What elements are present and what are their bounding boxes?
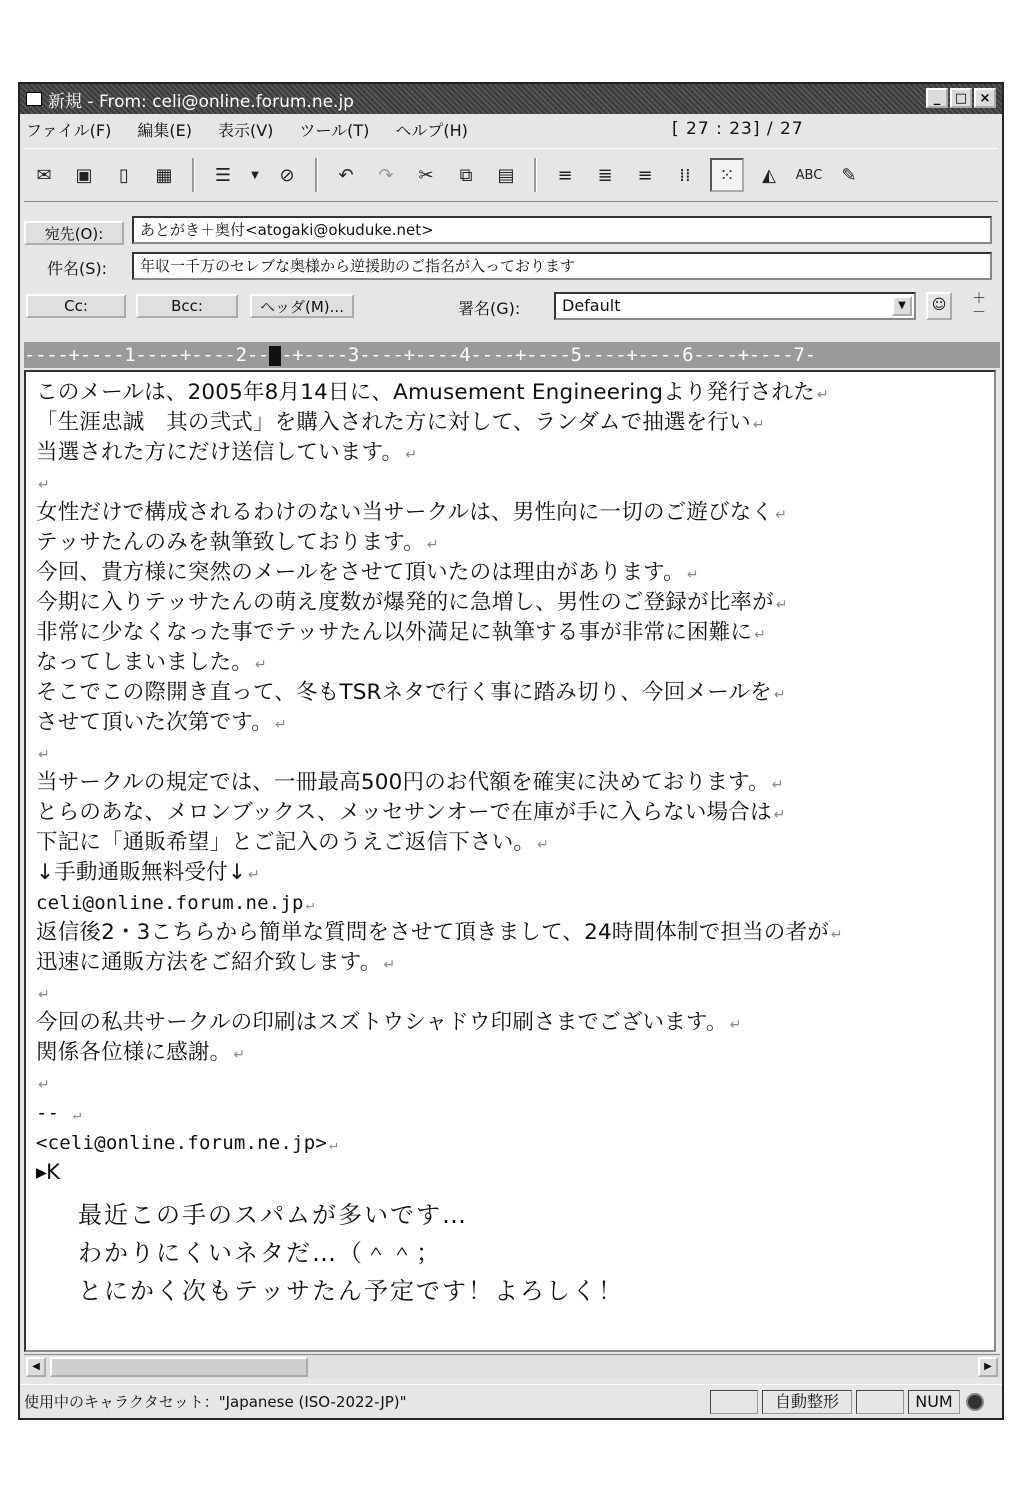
subject-label: 件名(S): [46,258,108,278]
body-line-text: 「生涯忠誠 其の弐式」を購入された方に対して、ランダムで抽選を行い [36,410,751,435]
body-line [36,1008,994,1038]
menu-tools[interactable]: ツール(T) [299,120,370,140]
paperclip-icon[interactable]: ⊘ [279,164,295,186]
return-mark-icon: ↵ [773,807,786,823]
return-mark-icon: ↵ [773,687,786,703]
subject-row [24,252,130,282]
status-panel-empty [710,1390,758,1414]
body-line-text: 当選された方にだけ送信しています。 [36,440,404,465]
bcc-button[interactable]: Bcc: [136,294,238,318]
return-mark-icon: ↵ [38,477,50,493]
toolbar-separator [315,158,318,192]
redo-icon[interactable]: ↷ [378,164,394,186]
ruler [24,342,1000,368]
body-line-text: とらのあな、メロンブックス、メッセサンオーで在庫が手に入らない場合は [36,800,772,825]
body-line-text: テッサたんのみを執筆致しております。 [36,530,425,555]
window-title: 新規 - From: celi@online.forum.ne.jp [48,91,354,112]
body-line-text: そこでこの際開き直って、冬もTSRネタで行く事に踏み切り、今回メールを [36,680,772,705]
return-mark-icon: ↵ [72,1107,82,1123]
title-bar[interactable] [20,84,1002,114]
body-line-text: させて頂いた次第です。 [36,710,273,735]
menu-file[interactable]: ファイル(F) [26,120,112,140]
toolbar-separator [192,158,195,192]
return-mark-icon: ↵ [426,537,439,553]
minimize-button[interactable]: _ [926,88,948,108]
body-lines [36,378,994,1158]
body-line [36,918,994,948]
note-line: とにかく次もテッサたん予定です！よろしく！ [78,1277,624,1305]
align-center-icon[interactable]: ≡ [557,164,573,186]
compose-window [18,82,1004,1420]
ruler-cursor [269,346,281,366]
signature-value: Default [562,296,621,315]
menu-help[interactable]: ヘルプ(H) [395,120,468,140]
body-line-text: 今回、貴方様に突然のメールをさせて頂いたのは理由があります。 [36,560,685,585]
return-mark-icon: ↵ [817,387,829,403]
return-mark-icon: ↵ [328,1137,338,1153]
signature-select[interactable] [554,292,916,320]
status-bar [20,1384,1002,1418]
menu-view[interactable]: 表示(V) [217,120,274,140]
body-line [36,1128,994,1158]
body-line [36,528,994,558]
body-line [36,948,994,978]
return-mark-icon: ↵ [233,1047,246,1063]
body-line-text: なってしまいました。 [36,650,254,675]
header-button[interactable]: ヘッダ(M)... [250,294,354,318]
chevron-down-icon[interactable]: ▼ [892,296,912,316]
to-field[interactable]: あとがき＋奥付<atogaki@okuduke.net> [132,216,992,244]
return-mark-icon: ↵ [830,927,843,943]
scroll-left-icon[interactable]: ◀ [26,1357,46,1377]
body-line-text: 今回の私共サークルの印刷はスズトウシャドウ印刷さまでございます。 [36,1010,728,1035]
body-line-text: このメールは、2005年8月14日に、Amusement Engineeringより発行された [36,380,815,405]
return-mark-icon: ↵ [771,777,784,793]
menu-edit[interactable]: 編集(E) [137,120,192,140]
maximize-button[interactable]: □ [950,88,972,108]
spin-icon[interactable]: ＋ － [972,291,986,321]
cursor-text: K [46,1160,61,1185]
message-body[interactable] [24,370,996,1352]
page-icon[interactable]: ▯ [119,164,129,186]
mail-app-icon [26,92,42,106]
align-right-icon[interactable]: ≡ [637,164,653,186]
body-line-text: 関係各位様に感謝。 [36,1040,232,1065]
body-line [36,558,994,588]
body-line-text: 今期に入りテッサたんの萌え度数が爆発的に急増し、男性のご登録が比率が [36,590,774,615]
body-line [36,1038,994,1068]
return-mark-icon: ↵ [248,867,260,883]
return-mark-icon: ↵ [383,957,396,973]
body-line [36,828,994,858]
num-status: NUM [908,1390,960,1414]
return-mark-icon: ↵ [729,1017,742,1033]
body-line [36,708,994,738]
body-line [36,798,994,828]
return-mark-icon: ↵ [537,837,550,853]
body-line-text: 非常に少なくなった事でテッサたん以外満足に執筆する事が非常に困難に [36,620,753,645]
ruler-left: ----+----1----+----2-- [24,344,270,366]
body-line-text: 女性だけで構成されるわけのない当サークルは、男性向に一切のご遊びなく [36,500,774,525]
toolbar-separator [534,158,537,192]
return-mark-icon: ↵ [38,987,50,1003]
body-line [36,438,994,468]
body-line [36,858,994,888]
attach-card-icon[interactable]: ▣ [75,164,93,186]
envelope-icon[interactable]: ✉ [36,164,52,186]
table-icon[interactable]: ▦ [155,164,173,186]
spellcheck-icon[interactable]: ABC [795,167,823,183]
wrap-icon[interactable]: ⁙ [710,158,744,192]
return-mark-icon: ↵ [38,747,50,763]
subject-field[interactable]: 年収一千万のセレブな奥様から逆援助のご指名が入っております [132,252,992,280]
grid-icon[interactable]: ⁞⁞ [679,164,691,186]
body-line [36,498,994,528]
body-line-text: 当サークルの規定では、一冊最高500円のお代額を確実に決めております。 [36,770,770,795]
note-line: わかりにくいネタだ…（＾＾； [78,1239,442,1267]
body-line [36,678,994,708]
body-line [36,588,994,618]
body-line [36,978,994,1008]
cc-button[interactable]: Cc: [26,294,126,318]
cut-icon[interactable]: ✂ [418,164,434,186]
body-line [36,648,994,678]
copy-icon[interactable]: ⧉ [459,164,473,186]
return-mark-icon: ↵ [686,567,699,583]
smiley-icon[interactable]: ☺ [926,292,952,320]
status-panel-empty [856,1390,904,1414]
return-mark-icon: ↵ [754,627,767,643]
body-line-text: -- [36,1102,71,1124]
close-button[interactable]: × [974,88,996,108]
body-line-text: celi@online.forum.ne.jp [36,892,304,914]
body-line [36,408,994,438]
scroll-right-icon[interactable]: ▶ [978,1357,998,1377]
align-left-icon[interactable]: ≣ [597,164,613,186]
to-button[interactable]: 宛先(O): [24,221,124,245]
body-line-text: 迅速に通販方法をご紹介致します。 [36,950,382,975]
to-row [24,218,124,248]
body-line [36,378,994,408]
return-mark-icon: ↵ [305,897,315,913]
autoformat-status: 自動整形 [762,1390,852,1414]
return-mark-icon: ↵ [752,417,765,433]
note-line: 最近この手のスパムが多いです… [78,1201,468,1229]
body-line-text: ↓手動通販無料受付↓ [36,860,247,885]
hat-icon[interactable]: ◭ [762,164,776,186]
caret-marker-icon: ▸ [36,1160,47,1185]
horizontal-scrollbar[interactable] [24,1354,1000,1378]
edit-icon[interactable]: ✎ [841,164,857,186]
toolbar [24,148,998,202]
body-line-text: 返信後2・3こちらから簡単な質問をさせて頂きまして、24時間体制で担当の者が [36,920,829,945]
body-line [36,1068,994,1098]
charset-status: 使用中のキャラクタセット："Japanese (ISO-2022-JP)" [24,1393,407,1411]
return-mark-icon: ↵ [775,597,788,613]
return-mark-icon: ↵ [775,507,788,523]
body-line [36,468,994,498]
undo-icon[interactable]: ↶ [338,164,354,186]
signature-label: 署名(G): [458,299,521,318]
body-line-text: <celi@online.forum.ne.jp> [36,1132,327,1154]
body-line [36,738,994,768]
body-line [36,888,994,918]
body-line [36,768,994,798]
return-mark-icon: ↵ [274,717,287,733]
body-line [36,1098,994,1128]
body-line [36,618,994,648]
cursor-line [36,1158,994,1188]
cursor-position: [ 27 : 23] / 27 [672,119,804,139]
return-mark-icon: ↵ [38,1077,50,1093]
return-mark-icon: ↵ [255,657,267,673]
body-line-text: 下記に「通販希望」とご記入のうえご返信下さい。 [36,830,536,855]
scroll-thumb[interactable] [50,1357,308,1377]
dropdown-arrow-icon[interactable]: ▼ [251,169,259,181]
ruler-right: -+----3----+----4----+----5----+----6----+----7- [281,344,816,366]
list-icon[interactable]: ☰ [214,164,232,186]
paste-icon[interactable]: ▤ [497,164,515,186]
globe-icon [966,1393,984,1411]
menu-bar [20,114,1002,144]
return-mark-icon: ↵ [405,447,418,463]
